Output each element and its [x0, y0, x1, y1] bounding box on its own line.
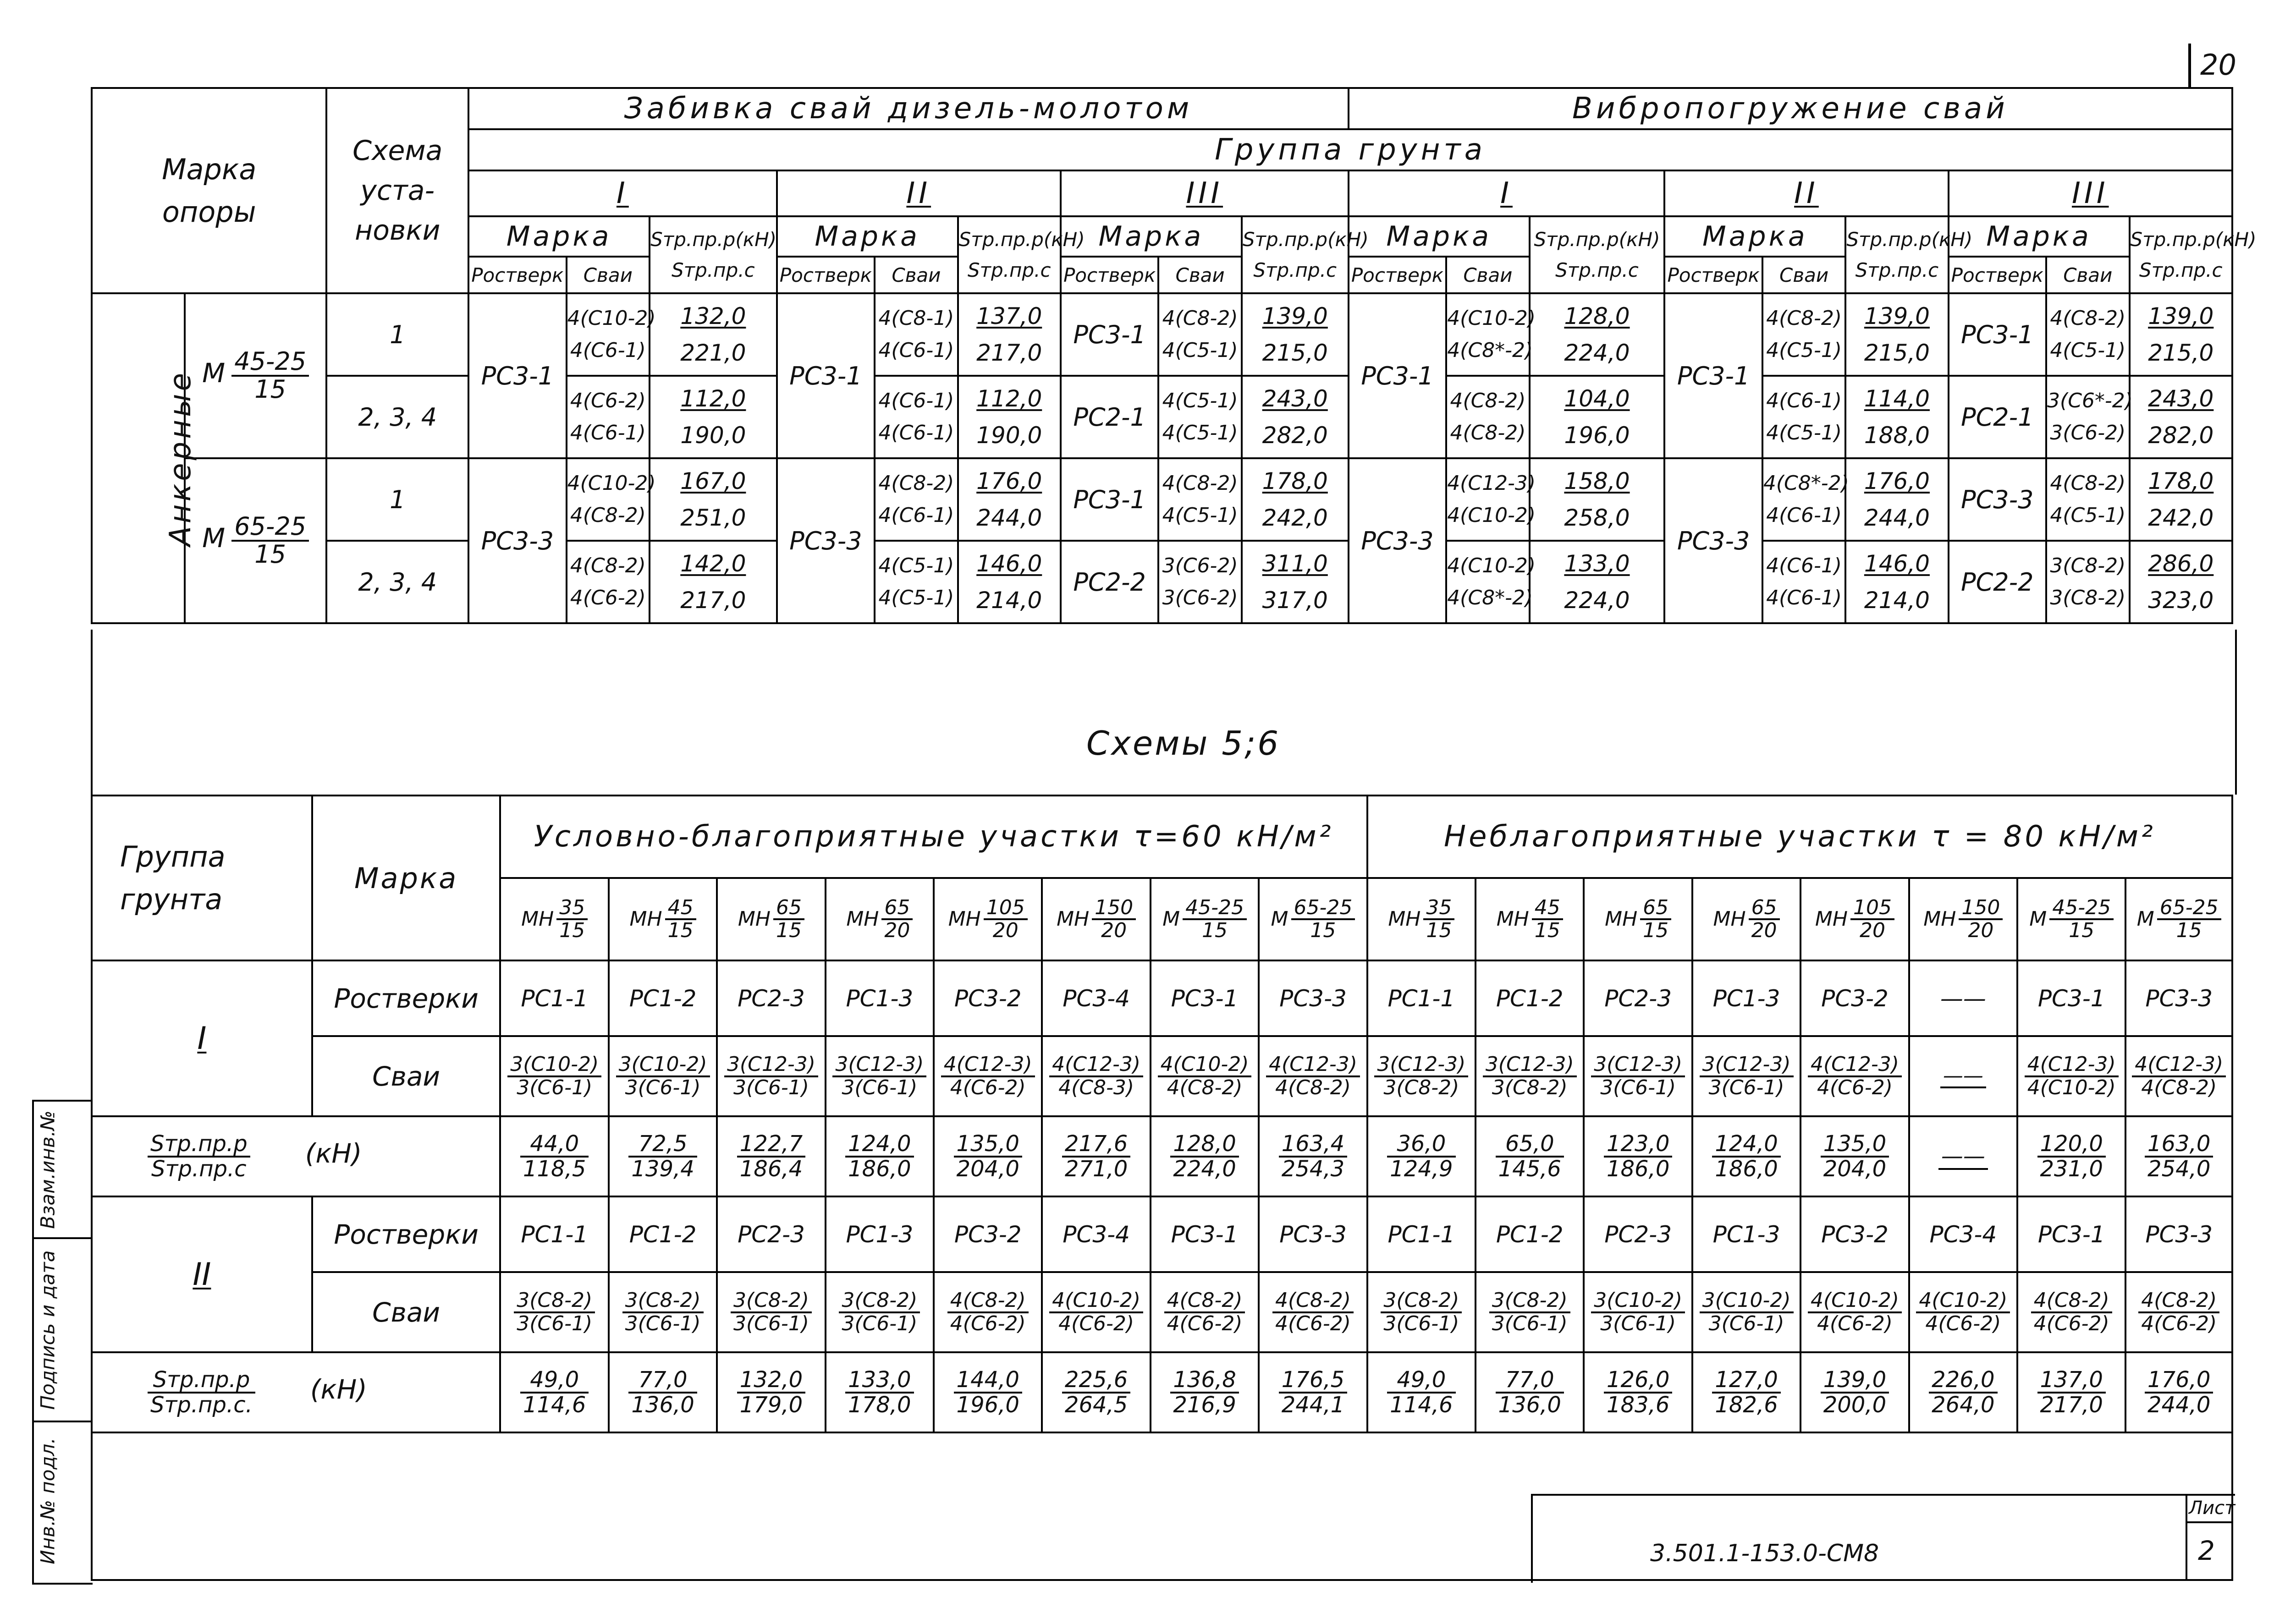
- s-value-cell: $\frac{122,7}{186,4}$: [717, 1116, 825, 1196]
- s-value-cell: $\frac{139,0}{200,0}$: [1800, 1352, 1909, 1432]
- pile-cell: 4(С5-1) 4(С5-1): [1158, 376, 1241, 458]
- group-header-v2: II: [1664, 170, 1948, 216]
- schemes-title: Схемы 5;6: [1086, 724, 1281, 763]
- sub-mark: Марка: [777, 216, 958, 257]
- pile-cell: $\frac{3(С8-2)}{3(С6-1)}$: [609, 1272, 717, 1352]
- rostverk-cell: РС2-2: [1949, 541, 2047, 623]
- rostverk-cell: РС3-3: [2125, 1196, 2232, 1272]
- s-value-cell: $\frac{133,0}{178,0}$: [826, 1352, 934, 1432]
- pile-cell: 4(С8-2) 4(С5-1): [1762, 293, 1845, 376]
- s-value-cell: $\frac{144,0}{196,0}$: [934, 1352, 1042, 1432]
- pile-cell: 4(С8*-2) 4(С6-1): [1762, 458, 1845, 541]
- sub-svai: Сваи: [567, 257, 650, 293]
- header-soil-group: Группа грунта: [468, 129, 2232, 170]
- pile-cell: 4(С10-2) 4(С8*-2): [1446, 293, 1529, 376]
- sub-rostverk: Ростверк: [1349, 257, 1447, 293]
- pile-cell: $\frac{4(С12-3)}{4(С6-2)}$: [934, 1036, 1042, 1116]
- pile-cell: $\frac{4(С10-2)}{4(С8-2)}$: [1151, 1036, 1259, 1116]
- rostverk-cell: РС1-1: [1367, 960, 1476, 1036]
- rostverk-cell: РС3-3: [777, 458, 875, 623]
- pile-cell: $\frac{4(С8-2)}{4(С6-2)}$: [934, 1272, 1042, 1352]
- pile-cell: $\frac{4(С8-2)}{4(С6-2)}$: [2125, 1272, 2232, 1352]
- rostverk-cell: РС1-1: [1367, 1196, 1476, 1272]
- s-value-cell: 311,0 317,0: [1242, 541, 1349, 623]
- sub-svai: Сваи: [875, 257, 958, 293]
- sub-s: Sтр.пр.р(кН) Sтр.пр.с: [1530, 216, 1665, 293]
- pile-cell: 3(С8-2) 3(С8-2): [2046, 541, 2129, 623]
- column-header-13: МН $\frac{105}{20}$: [1800, 878, 1909, 960]
- s-value-cell: $\frac{163,0}{254,0}$: [2125, 1116, 2232, 1196]
- sub-rostverk: Ростверк: [468, 257, 567, 293]
- rostverk-cell: РС3-1: [1949, 293, 2047, 376]
- s-value-cell: 146,0 214,0: [1845, 541, 1948, 623]
- pile-cell: $\frac{4(С12-3)}{4(С8-2)}$: [2125, 1036, 2232, 1116]
- table-row: [92, 1036, 2232, 1116]
- margin-vzam: Взам.инв.№: [36, 1110, 59, 1229]
- s-value-cell: $\frac{135,0}{204,0}$: [934, 1116, 1042, 1196]
- pile-cell: 4(С8-2) 4(С8-2): [1446, 376, 1529, 458]
- s-value-cell: 176,0 244,0: [958, 458, 1061, 541]
- sub-s: Sтр.пр.р(кН) Sтр.пр.с: [958, 216, 1061, 293]
- rostverk-cell: РС1-3: [1692, 1196, 1800, 1272]
- s-value-cell: 104,0 196,0: [1530, 376, 1665, 458]
- sub-rostverk: Ростверк: [1664, 257, 1762, 293]
- column-header-4: МН $\frac{65}{20}$: [826, 878, 934, 960]
- pile-cell: $\frac{4(С8-2)}{4(С6-2)}$: [1151, 1272, 1259, 1352]
- label-rostverki: Ростверки: [312, 960, 501, 1036]
- pile-cell: $\frac{4(С10-2)}{4(С6-2)}$: [1909, 1272, 2017, 1352]
- s-value-cell: 139,0 215,0: [1845, 293, 1948, 376]
- sub-svai: Сваи: [1158, 257, 1241, 293]
- s-value-cell: $\frac{135,0}{204,0}$: [1800, 1116, 1909, 1196]
- pile-cell: 4(С8-2) 4(С5-1): [2046, 293, 2129, 376]
- mark-m45-25: М $\frac{45-25}{15}$: [185, 293, 327, 458]
- table-row: [92, 1352, 2232, 1432]
- table-row: [92, 1196, 2232, 1272]
- table-row: [92, 376, 2232, 458]
- pile-cell: 4(С8-1) 4(С6-1): [875, 293, 958, 376]
- sub-svai: Сваи: [1446, 257, 1529, 293]
- s-value-cell: $\frac{77,0}{136,0}$: [609, 1352, 717, 1432]
- table-row: [92, 960, 2232, 1036]
- s-value-cell: ——: [1909, 1116, 2017, 1196]
- rostverk-cell: РС3-1: [777, 293, 875, 458]
- rostverk-cell: РС3-2: [1800, 1196, 1909, 1272]
- pile-cell: $\frac{3(С12-3)}{3(С6-1)}$: [826, 1036, 934, 1116]
- s-value-cell: $\frac{163,4}{254,3}$: [1259, 1116, 1367, 1196]
- scheme-cell: 2, 3, 4: [326, 376, 468, 458]
- group-header-v1: I: [1349, 170, 1665, 216]
- rostverk-cell: РС3-1: [2017, 960, 2125, 1036]
- schemes-5-6-table: [91, 795, 2233, 1433]
- s-value-cell: 128,0 224,0: [1530, 293, 1665, 376]
- rostverk-cell: РС3-3: [468, 458, 567, 623]
- table-row: [92, 1272, 2232, 1352]
- side-label-anchor: Анкерные: [92, 293, 185, 623]
- rostverk-cell: РС2-3: [717, 1196, 825, 1272]
- margin-sign: Подпись и дата: [36, 1250, 59, 1410]
- rostverk-cell: РС3-1: [1151, 960, 1259, 1036]
- s-value-cell: $\frac{44,0}{118,5}$: [500, 1116, 608, 1196]
- rostverk-cell: РС1-2: [609, 960, 717, 1036]
- pile-cell: 4(С6-1) 4(С6-1): [1762, 541, 1845, 623]
- rostverk-cell: РС1-2: [609, 1196, 717, 1272]
- s-value-cell: $\frac{126,0}{183,6}$: [1584, 1352, 1692, 1432]
- column-header-3: МН $\frac{65}{15}$: [717, 878, 825, 960]
- header-diesel-hammer: Забивка свай дизель-молотом: [468, 88, 1349, 129]
- column-header-7: М $\frac{45-25}{15}$: [1151, 878, 1259, 960]
- s-value-cell: $\frac{176,5}{244,1}$: [1259, 1352, 1367, 1432]
- pile-cell: 4(С10-2) 4(С8*-2): [1446, 541, 1529, 623]
- table-row: [92, 458, 2232, 541]
- header-mark: Марка: [312, 796, 501, 960]
- pile-cell: $\frac{3(С8-2)}{3(С6-1)}$: [1476, 1272, 1584, 1352]
- sub-rostverk: Ростверк: [1061, 257, 1159, 293]
- pile-cell: $\frac{3(С8-2)}{3(С6-1)}$: [500, 1272, 608, 1352]
- sub-s: Sтр.пр.р(кН) Sтр.пр.с: [2130, 216, 2232, 293]
- rostverk-cell: РС3-2: [934, 1196, 1042, 1272]
- pile-cell: $\frac{4(С8-2)}{4(С6-2)}$: [1259, 1272, 1367, 1352]
- pile-cell: $\frac{3(С10-2)}{3(С6-1)}$: [609, 1036, 717, 1116]
- rostverk-cell: РС3-1: [1349, 293, 1447, 458]
- pile-cell: 3(С6*-2) 3(С6-2): [2046, 376, 2129, 458]
- rostverk-cell: РС1-2: [1476, 1196, 1584, 1272]
- rostverk-cell: РС3-1: [2017, 1196, 2125, 1272]
- pile-cell: $\frac{4(С8-2)}{4(С6-2)}$: [2017, 1272, 2125, 1352]
- table-row: [92, 293, 2232, 376]
- column-header-9: МН $\frac{35}{15}$: [1367, 878, 1476, 960]
- rostverk-cell: РС3-3: [1349, 458, 1447, 623]
- rostverk-cell: РС3-3: [1664, 458, 1762, 623]
- rostverk-cell: РС3-3: [1259, 960, 1367, 1036]
- rostverk-cell: РС2-1: [1949, 376, 2047, 458]
- column-header-12: МН $\frac{65}{20}$: [1692, 878, 1800, 960]
- pile-cell: 3(С6-2) 3(С6-2): [1158, 541, 1241, 623]
- s-value-cell: 158,0 258,0: [1530, 458, 1665, 541]
- pile-cell: $\frac{3(С12-3)}{3(С6-1)}$: [1584, 1036, 1692, 1116]
- rostverk-cell: РС2-3: [717, 960, 825, 1036]
- rostverk-cell: РС3-2: [934, 960, 1042, 1036]
- pile-cell: $\frac{4(С10-2)}{4(С6-2)}$: [1800, 1272, 1909, 1352]
- column-header-10: МН $\frac{45}{15}$: [1476, 878, 1584, 960]
- rostverk-cell: РС1-1: [500, 1196, 608, 1272]
- s-value-cell: 178,0 242,0: [2130, 458, 2232, 541]
- pile-cell: 4(С8-2) 4(С5-1): [1158, 293, 1241, 376]
- pile-cell: $\frac{3(С8-2)}{3(С6-1)}$: [1367, 1272, 1476, 1352]
- rostverk-cell: РС2-2: [1061, 541, 1159, 623]
- pile-cell: ——: [1909, 1036, 2017, 1116]
- pile-cell: $\frac{4(С12-3)}{4(С6-2)}$: [1800, 1036, 1909, 1116]
- s-value-cell: 142,0 217,0: [650, 541, 777, 623]
- sub-s: Sтр.пр.р(кН) Sтр.пр.с: [1845, 216, 1948, 293]
- pile-cell: 4(С8-2) 4(С6-2): [567, 541, 650, 623]
- s-value-cell: $\frac{136,8}{216,9}$: [1151, 1352, 1259, 1432]
- rostverk-cell: РС2-1: [1061, 376, 1159, 458]
- sub-mark: Марка: [468, 216, 650, 257]
- s-value-cell: $\frac{137,0}{217,0}$: [2017, 1352, 2125, 1432]
- rostverk-cell: РС3-1: [1061, 293, 1159, 376]
- pile-cell: 4(С12-3) 4(С10-2): [1446, 458, 1529, 541]
- table-row: [92, 541, 2232, 623]
- header-mark-opory: Марка опоры: [92, 88, 326, 293]
- s-value-cell: $\frac{124,0}{186,0}$: [1692, 1116, 1800, 1196]
- group-header-d3: III: [1061, 170, 1349, 216]
- pile-cell: 4(С6-1) 4(С5-1): [1762, 376, 1845, 458]
- pile-cell: $\frac{3(С8-2)}{3(С6-1)}$: [717, 1272, 825, 1352]
- s-value-cell: 137,0 217,0: [958, 293, 1061, 376]
- rostverk-cell: РС2-3: [1584, 1196, 1692, 1272]
- header-vibro: Вибропогружение свай: [1349, 88, 2232, 129]
- s-value-cell: 286,0 323,0: [2130, 541, 2232, 623]
- s-value-cell: 139,0 215,0: [2130, 293, 2232, 376]
- column-header-1: МН $\frac{35}{15}$: [500, 878, 608, 960]
- sub-svai: Сваи: [1762, 257, 1845, 293]
- s-value-cell: 132,0 221,0: [650, 293, 777, 376]
- s-value-cell: $\frac{176,0}{244,0}$: [2125, 1352, 2232, 1432]
- s-value-cell: $\frac{225,6}{264,5}$: [1042, 1352, 1150, 1432]
- sub-rostverk: Ростверк: [777, 257, 875, 293]
- s-value-cell: $\frac{217,6}{271,0}$: [1042, 1116, 1150, 1196]
- rostverk-cell: РС3-1: [468, 293, 567, 458]
- group-header-d2: II: [777, 170, 1061, 216]
- rostverk-cell: РС3-4: [1042, 960, 1150, 1036]
- pile-cell: 4(С10-2) 4(С6-1): [567, 293, 650, 376]
- sheet-number-small: 2: [2198, 1535, 2215, 1566]
- s-value-cell: $\frac{124,0}{186,0}$: [826, 1116, 934, 1196]
- s-value-cell: 176,0 244,0: [1845, 458, 1948, 541]
- s-value-cell: 112,0 190,0: [650, 376, 777, 458]
- s-value-cell: $\frac{72,5}{139,4}$: [609, 1116, 717, 1196]
- column-header-5: МН $\frac{105}{20}$: [934, 878, 1042, 960]
- s-value-cell: $\frac{65,0}{145,6}$: [1476, 1116, 1584, 1196]
- s-value-cell: 112,0 190,0: [958, 376, 1061, 458]
- s-value-cell: $\frac{120,0}{231,0}$: [2017, 1116, 2125, 1196]
- label-svai: Сваи: [312, 1272, 501, 1352]
- s-value-cell: $\frac{127,0}{182,6}$: [1692, 1352, 1800, 1432]
- rostverk-cell: РС1-3: [1692, 960, 1800, 1036]
- rostverk-cell: РС2-3: [1584, 960, 1692, 1036]
- rostverk-cell: РС1-3: [826, 960, 934, 1036]
- pile-cell: 4(С8-2) 4(С5-1): [1158, 458, 1241, 541]
- pile-cell: 4(С6-1) 4(С6-1): [875, 376, 958, 458]
- header-favorable: Условно-благоприятные участки τ=60 кН/м²: [500, 796, 1367, 878]
- rostverk-cell: РС3-2: [1800, 960, 1909, 1036]
- s-value-cell: $\frac{49,0}{114,6}$: [1367, 1352, 1476, 1432]
- rostverk-cell: РС3-4: [1909, 1196, 2017, 1272]
- s-value-cell: 178,0 242,0: [1242, 458, 1349, 541]
- header-scheme: Схема уста-новки: [326, 88, 468, 293]
- sub-mark: Марка: [1664, 216, 1845, 257]
- header-soil-group: Группа грунта: [92, 796, 312, 960]
- column-header-15: М $\frac{45-25}{15}$: [2017, 878, 2125, 960]
- title-block: [1531, 1494, 2235, 1583]
- pile-cell: 4(С10-2) 4(С8-2): [567, 458, 650, 541]
- sheet-label: Лист: [2189, 1498, 2235, 1519]
- group-header-d1: I: [468, 170, 777, 216]
- column-header-14: МН $\frac{150}{20}$: [1909, 878, 2017, 960]
- anchor-supports-table: [91, 87, 2257, 624]
- column-header-6: МН $\frac{150}{20}$: [1042, 878, 1150, 960]
- s-value-cell: $\frac{128,0}{224,0}$: [1151, 1116, 1259, 1196]
- column-header-8: М $\frac{65-25}{15}$: [1259, 878, 1367, 960]
- label-s-ratio: $\frac{\text{Sтр.пр.р}}{\text{Sтр.пр.с}}$ (кН): [92, 1116, 500, 1196]
- column-header-2: МН $\frac{45}{15}$: [609, 878, 717, 960]
- sheet-box-rule: [2186, 1521, 2233, 1523]
- pile-cell: $\frac{3(С10-2)}{3(С6-1)}$: [1584, 1272, 1692, 1352]
- rostverk-cell: РС1-1: [500, 960, 608, 1036]
- s-value-cell: $\frac{36,0}{124,9}$: [1367, 1116, 1476, 1196]
- scheme-cell: 2, 3, 4: [326, 541, 468, 623]
- header-unfavorable: Неблагоприятные участки τ = 80 кН/м²: [1367, 796, 2232, 878]
- rostverk-cell: РС3-4: [1042, 1196, 1150, 1272]
- s-value-cell: 139,0 215,0: [1242, 293, 1349, 376]
- s-value-cell: $\frac{123,0}{186,0}$: [1584, 1116, 1692, 1196]
- label-rostverki: Ростверки: [312, 1196, 501, 1272]
- column-header-16: М $\frac{65-25}{15}$: [2125, 878, 2232, 960]
- s-value-cell: $\frac{49,0}{114,6}$: [500, 1352, 608, 1432]
- s-value-cell: $\frac{132,0}{179,0}$: [717, 1352, 825, 1432]
- scheme-cell: 1: [326, 458, 468, 541]
- sub-rostverk: Ростверк: [1949, 257, 2047, 293]
- s-value-cell: 243,0 282,0: [2130, 376, 2232, 458]
- rostverk-cell: РС1-2: [1476, 960, 1584, 1036]
- rostverk-cell: РС3-3: [1259, 1196, 1367, 1272]
- label-svai: Сваи: [312, 1036, 501, 1116]
- sub-s: Sтр.пр.р(кН) Sтр.пр.с: [650, 216, 777, 293]
- rostverk-cell: РС3-3: [1949, 458, 2047, 541]
- s-value-cell: 133,0 224,0: [1530, 541, 1665, 623]
- sheet-number: 20: [2200, 48, 2236, 82]
- sub-mark: Марка: [1349, 216, 1530, 257]
- pile-cell: 4(С8-2) 4(С5-1): [2046, 458, 2129, 541]
- margin-inv: Инв.№ подл.: [36, 1437, 59, 1564]
- schemes-band: [91, 630, 2237, 795]
- rostverk-cell: РС3-1: [1664, 293, 1762, 458]
- pile-cell: $\frac{3(С12-3)}{3(С8-2)}$: [1367, 1036, 1476, 1116]
- rostverk-cell: РС3-1: [1151, 1196, 1259, 1272]
- pile-cell: $\frac{3(С12-3)}{3(С6-1)}$: [1692, 1036, 1800, 1116]
- s-value-cell: 243,0 282,0: [1242, 376, 1349, 458]
- pile-cell: 4(С5-1) 4(С5-1): [875, 541, 958, 623]
- rostverk-cell: РС3-1: [1061, 458, 1159, 541]
- sub-mark: Марка: [1061, 216, 1242, 257]
- scheme-cell: 1: [326, 293, 468, 376]
- rostverk-cell: РС3-3: [2125, 960, 2232, 1036]
- s-value-cell: $\frac{77,0}{136,0}$: [1476, 1352, 1584, 1432]
- pile-cell: $\frac{3(С10-2)}{3(С6-1)}$: [1692, 1272, 1800, 1352]
- pile-cell: $\frac{3(С10-2)}{3(С6-1)}$: [500, 1036, 608, 1116]
- column-header-11: МН $\frac{65}{15}$: [1584, 878, 1692, 960]
- group-I-label: I: [92, 960, 312, 1116]
- rostverk-cell: ——: [1909, 960, 2017, 1036]
- group-header-v3: III: [1949, 170, 2232, 216]
- pile-cell: $\frac{4(С12-3)}{4(С8-3)}$: [1042, 1036, 1150, 1116]
- sub-svai: Сваи: [2046, 257, 2129, 293]
- pile-cell: $\frac{3(С12-3)}{3(С8-2)}$: [1476, 1036, 1584, 1116]
- sub-s: Sтр.пр.р(кН) Sтр.пр.с: [1242, 216, 1349, 293]
- s-value-cell: $\frac{226,0}{264,0}$: [1909, 1352, 2017, 1432]
- sub-mark: Марка: [1949, 216, 2130, 257]
- rostverk-cell: РС1-3: [826, 1196, 934, 1272]
- document-code: 3.501.1-153.0-СМ8: [1650, 1540, 1879, 1567]
- pile-cell: $\frac{4(С12-3)}{4(С8-2)}$: [1259, 1036, 1367, 1116]
- table-row: [92, 1116, 2232, 1196]
- pile-cell: $\frac{3(С12-3)}{3(С6-1)}$: [717, 1036, 825, 1116]
- pile-cell: $\frac{3(С8-2)}{3(С6-1)}$: [826, 1272, 934, 1352]
- pile-cell: 4(С6-2) 4(С6-1): [567, 376, 650, 458]
- label-s-ratio: $\frac{\text{Sтр.пр.р}}{\text{Sтр.пр.с.}}$ (кН): [92, 1352, 500, 1432]
- pile-cell: $\frac{4(С10-2)}{4(С6-2)}$: [1042, 1272, 1150, 1352]
- pile-cell: $\frac{4(С12-3)}{4(С10-2)}$: [2017, 1036, 2125, 1116]
- sheet-number-divider: [2188, 44, 2191, 87]
- s-value-cell: 114,0 188,0: [1845, 376, 1948, 458]
- s-value-cell: 167,0 251,0: [650, 458, 777, 541]
- pile-cell: 4(С8-2) 4(С6-1): [875, 458, 958, 541]
- group-II-label: II: [92, 1196, 312, 1352]
- s-value-cell: 146,0 214,0: [958, 541, 1061, 623]
- mark-m65-25: М $\frac{65-25}{15}$: [185, 458, 327, 623]
